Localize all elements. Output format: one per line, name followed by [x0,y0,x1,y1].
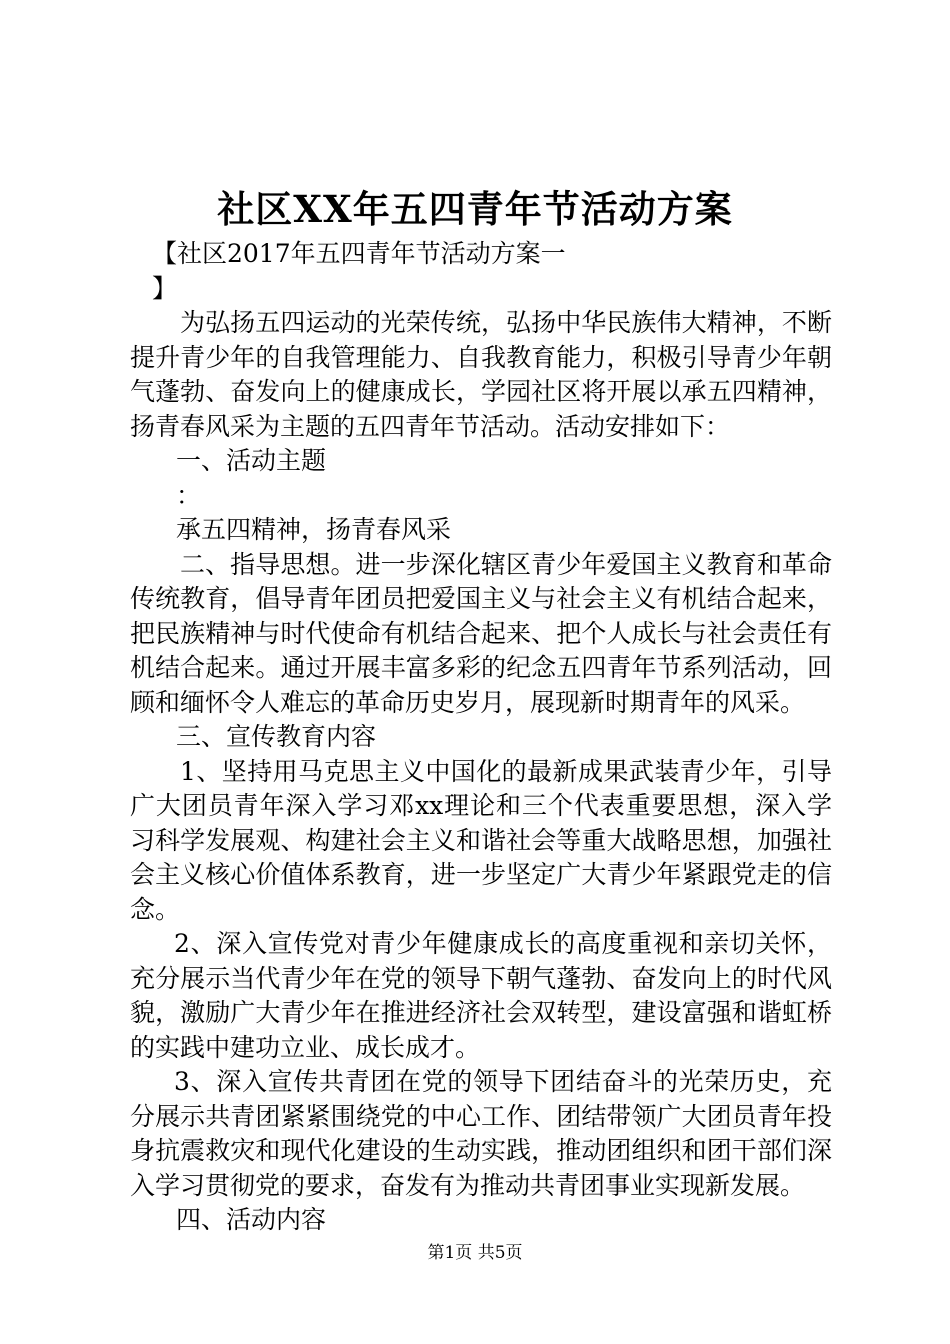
guidance-paragraph: 二、指导思想。进一步深化辖区青少年爱国主义教育和革命传统教育，倡导青年团员把爱国主义与社会主义有机结合起来，把民族精神与时代使命有机结合起来、把个人成长与社会责任有机结合起来。通过开展丰富多彩的纪念五四青年节系列活动，回顾和缅怀令人难忘的革命历史岁月，展现新时期青年的风采。 [130,549,832,717]
document-title: 社区XX年五四青年节活动方案 [217,187,733,231]
publicity-item-2: 2、深入宣传党对青少年健康成长的高度重视和亲切关怀，充分展示当代青少年在党的领导下朝气蓬勃、奋发向上的时代风貌，激励广大青少年在推进经济社会双转型，建设富强和谐虹桥的实践中建功立业、成长成才。 [130,929,832,1062]
theme-text: 承五四精神，扬青春风采 [176,515,452,544]
subtitle-line-1: 【社区2017年五四青年节活动方案一 [152,239,566,268]
publicity-item-1: 1、坚持用马克思主义中国化的最新成果武装青少年，引导广大团员青年深入学习邓xx理论和三个代表重要思想，深入学习科学发展观、构建社会主义和谐社会等重大战略思想，加强社会主义核心价值体系教育，进一步坚定广大青少年紧跟党走的信念。 [130,756,832,924]
section-heading-activities: 四、活动内容 [176,1205,327,1234]
intro-paragraph: 为弘扬五四运动的光荣传统，弘扬中华民族伟大精神，不断提升青少年的自我管理能力、自我教育能力，积极引导青少年朝气蓬勃、奋发向上的健康成长，学园社区将开展以承五四精神，扬青春风采为主题的五四青年节活动。活动安排如下： [130,308,832,441]
subtitle-line-2: 】 [152,273,178,303]
page-footer: 第1页 共5页 [427,1243,523,1263]
section-heading-publicity: 三、宣传教育内容 [176,722,377,751]
theme-colon: ： [176,480,202,510]
section-heading-theme: 一、活动主题 [176,446,327,475]
publicity-item-3: 3、深入宣传共青团在党的领导下团结奋斗的光荣历史，充分展示共青团紧紧围绕党的中心工作、团结带领广大团员青年投身抗震救灾和现代化建设的生动实践，推动团组织和团干部们深入学习贯彻党的要求，奋发有为推动共青团事业实现新发展。 [130,1067,832,1200]
document-body [130,237,832,1238]
